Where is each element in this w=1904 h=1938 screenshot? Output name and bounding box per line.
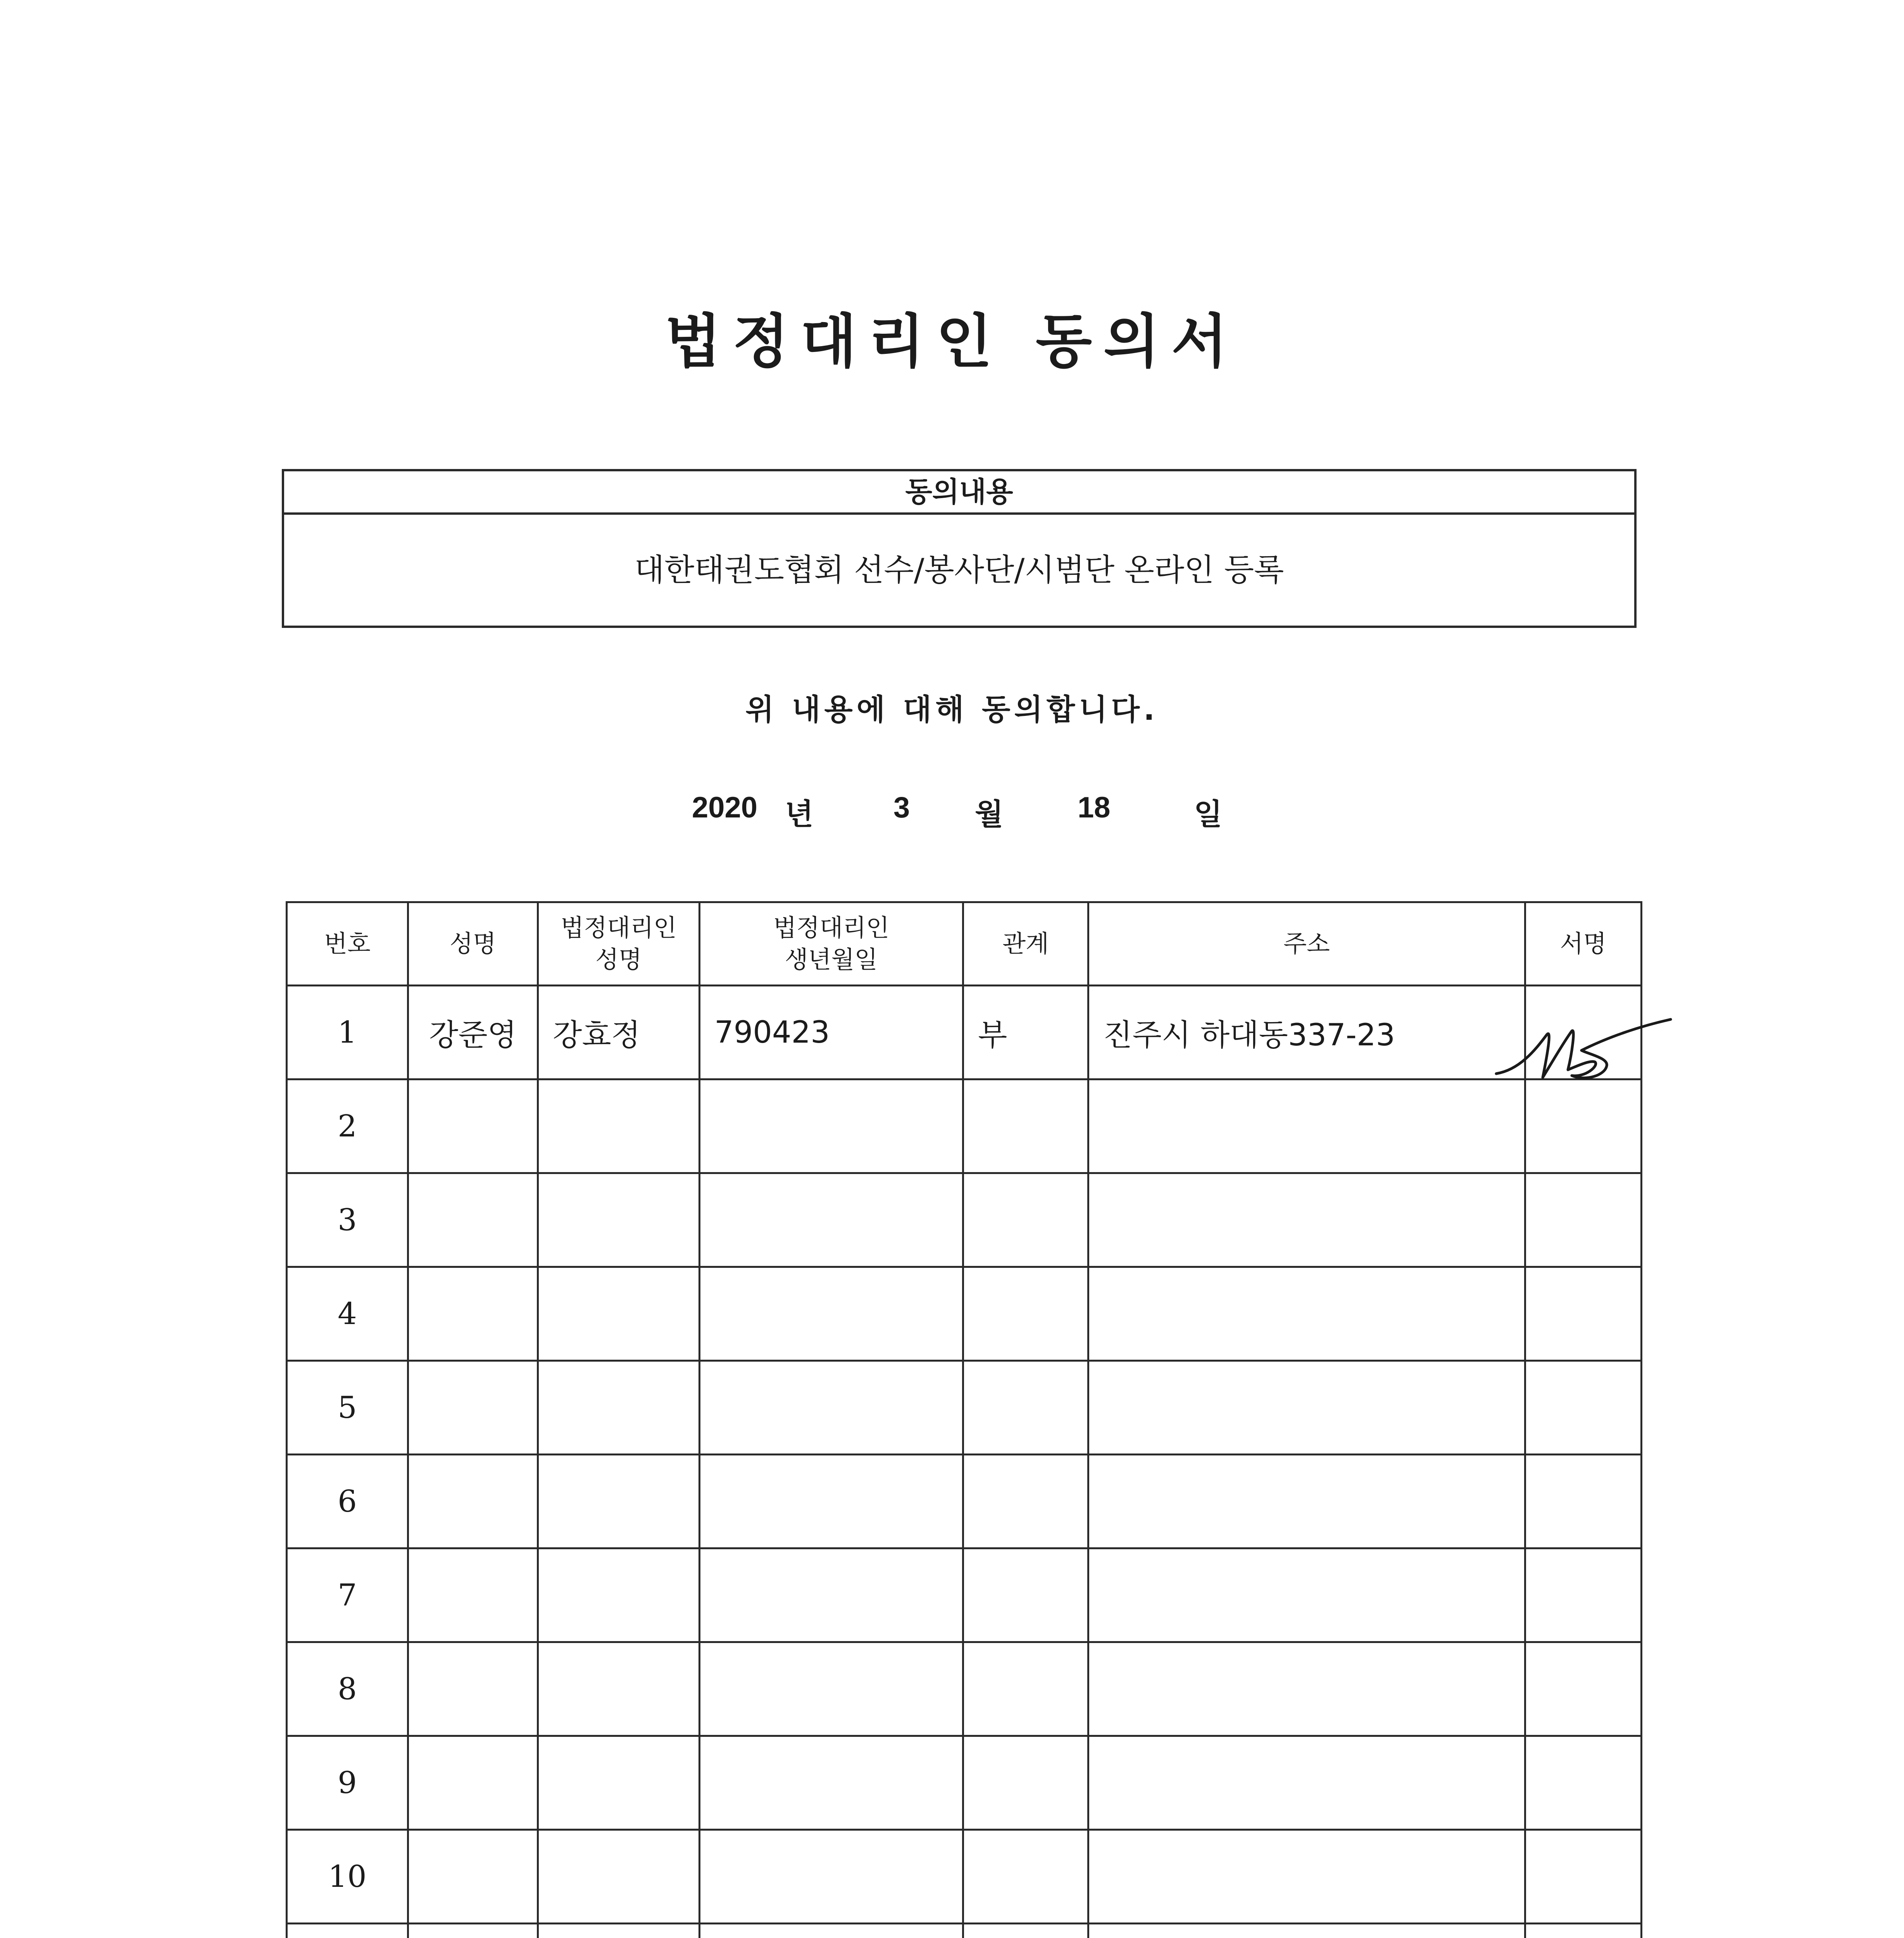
table-row [287,1548,1642,1642]
row-signature [1525,1736,1642,1830]
row-number: 10 [287,1830,408,1924]
date-year-unit: 년 [785,798,814,831]
row-relation [963,1548,1088,1642]
row-guardian-birth [700,1173,963,1267]
header-guardian-birth-line1: 법정대리인 [773,914,890,942]
row-address [1088,1642,1525,1736]
row-address: 진주시 하대동337-23 [1088,986,1525,1079]
table-row [287,1830,1642,1924]
header-signature: 서명 [1525,902,1642,986]
date-month: 3 [893,791,910,824]
row-relation: 부 [963,986,1088,1079]
row-name: 강준영 [408,986,538,1079]
row-signature [1525,1361,1642,1455]
row-guardian-name [538,1548,700,1642]
row-guardian-name [538,1736,700,1830]
row-number: 8 [287,1642,408,1736]
guardian-signature [1488,992,1675,1109]
row-signature [1525,1548,1642,1642]
row-guardian-name [538,1642,700,1736]
row-guardian-birth [700,1830,963,1924]
table-row [287,1455,1642,1548]
row-number: 2 [287,1079,408,1173]
table-row [287,986,1642,1079]
header-name: 성명 [408,902,538,986]
row-signature [1525,1455,1642,1548]
row-guardian-name: 강효정 [538,986,700,1079]
consent-box [282,469,1637,628]
header-guardian-birth-line2: 생년월일 [785,945,878,974]
row-guardian-name [538,1173,700,1267]
row-name [408,1548,538,1642]
row-number: 9 [287,1736,408,1830]
row-name [408,1173,538,1267]
row-name [408,1079,538,1173]
row-signature [1525,1173,1642,1267]
row-guardian-birth [700,1361,963,1455]
header-no: 번호 [287,902,408,986]
table-header-row [287,902,1642,986]
row-guardian-name [538,1924,700,1938]
header-guardian-birth [700,902,963,986]
row-signature [1525,1924,1642,1938]
row-name [408,1642,538,1736]
row-signature [1525,1267,1642,1361]
table-row [287,1361,1642,1455]
row-address [1088,1830,1525,1924]
row-relation [963,1173,1088,1267]
row-address [1088,1267,1525,1361]
row-guardian-birth [700,1267,963,1361]
date-day: 18 [1078,791,1111,824]
row-number: 1 [287,986,408,1079]
date-month-unit: 월 [975,798,1004,831]
row-address [1088,1736,1525,1830]
header-relation: 관계 [963,902,1088,986]
table-row [287,1736,1642,1830]
row-guardian-name [538,1455,700,1548]
row-relation [963,1267,1088,1361]
row-guardian-birth [700,1642,963,1736]
header-guardian-name [538,902,700,986]
consent-header: 동의내용 [284,471,1634,515]
row-guardian-birth [700,1548,963,1642]
header-guardian-name-line1: 법정대리인 [561,914,677,942]
header-guardian-name-line2: 성명 [595,945,642,974]
date-year: 2020 [692,791,758,824]
row-guardian-birth [700,1736,963,1830]
row-address [1088,1548,1525,1642]
row-signature [1525,1642,1642,1736]
row-address [1088,1924,1525,1938]
row-address [1088,1079,1525,1173]
row-relation [963,1830,1088,1924]
table-row [287,1924,1642,1938]
table-row [287,1267,1642,1361]
row-number: 3 [287,1173,408,1267]
row-number: 6 [287,1455,408,1548]
row-relation [963,1079,1088,1173]
date-day-unit: 일 [1194,798,1223,831]
row-guardian-name [538,1361,700,1455]
guardian-table [286,901,1642,1938]
row-guardian-birth [700,1079,963,1173]
row-guardian-birth: 790423 [700,986,963,1079]
row-address [1088,1173,1525,1267]
row-relation [963,1924,1088,1938]
table-row [287,1642,1642,1736]
row-name [408,1830,538,1924]
row-name [408,1361,538,1455]
agreement-statement: 위 내용에 대해 동의합니다. [745,692,1159,727]
row-name [408,1455,538,1548]
row-number: 7 [287,1548,408,1642]
row-relation [963,1642,1088,1736]
header-address: 주소 [1088,902,1525,986]
row-number: 4 [287,1267,408,1361]
row-guardian-name [538,1267,700,1361]
row-name [408,1267,538,1361]
row-guardian-name [538,1830,700,1924]
row-relation [963,1361,1088,1455]
consent-content: 대한태권도협회 선수/봉사단/시범단 온라인 등록 [634,552,1284,588]
row-guardian-birth [700,1455,963,1548]
row-guardian-name [538,1079,700,1173]
row-relation [963,1736,1088,1830]
row-guardian-birth [700,1924,963,1938]
row-number: 5 [287,1361,408,1455]
row-name [408,1924,538,1938]
row-address [1088,1361,1525,1455]
row-signature [1525,1830,1642,1924]
row-relation [963,1455,1088,1548]
row-address [1088,1455,1525,1548]
row-name [408,1736,538,1830]
table-row [287,1173,1642,1267]
table-row [287,1079,1642,1173]
row-number [287,1924,408,1938]
document-title: 법정대리인 동의서 [665,308,1239,376]
